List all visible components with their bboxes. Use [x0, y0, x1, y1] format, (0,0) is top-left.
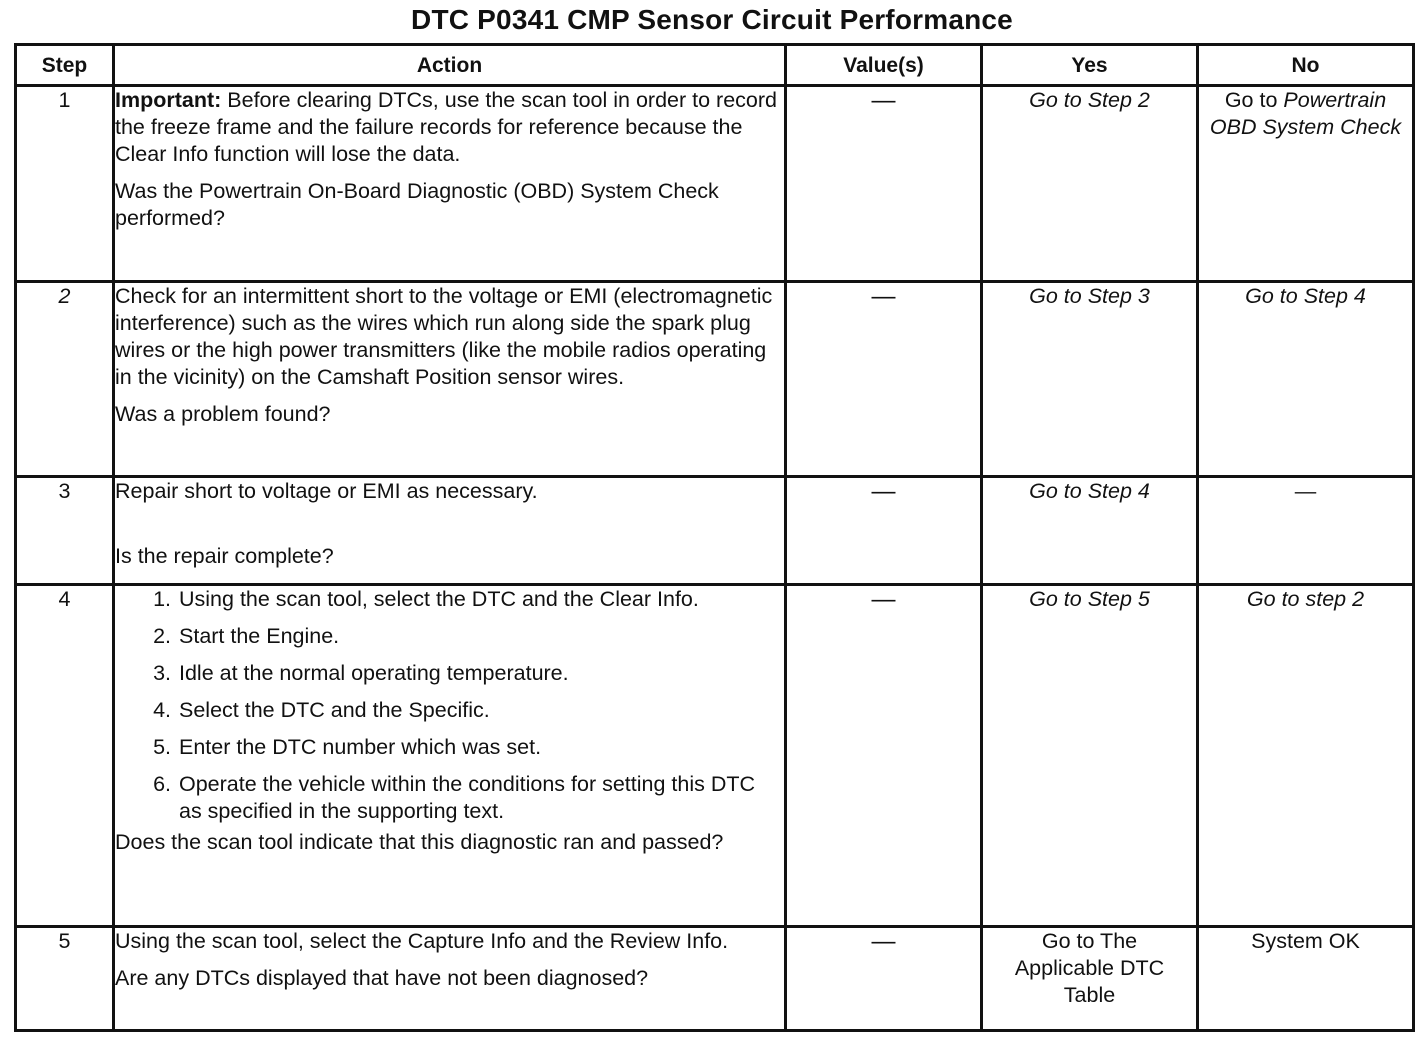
page-title: DTC P0341 CMP Sensor Circuit Performance: [411, 4, 1013, 35]
question-text: Was a problem found?: [115, 402, 331, 426]
list-number: 2.: [153, 624, 171, 648]
value-cell: [786, 927, 982, 1031]
list-text: Enter the DTC number which was set.: [179, 735, 542, 759]
table-row: [16, 86, 1414, 282]
action-cell: [114, 282, 786, 477]
question-text: Are any DTCs displayed that have not been diagnosed?: [115, 966, 649, 990]
no-cell: [1198, 86, 1414, 282]
value-cell: [786, 477, 982, 585]
value-cell: [786, 585, 982, 927]
no-cell: Go to step 2: [1198, 585, 1414, 927]
action-cell: [114, 477, 786, 585]
header-yes: Yes: [982, 45, 1198, 86]
list-item: [153, 734, 784, 761]
header-values: Value(s): [786, 45, 982, 86]
action-text: Repair short to voltage or EMI as necessary.: [115, 479, 538, 503]
step-number: 3: [16, 477, 114, 585]
step-number: 4: [16, 585, 114, 927]
value-dash: —: [871, 478, 896, 505]
important-text: Before clearing DTCs, use the scan tool in order to record the freeze frame and the failure records for reference because the Clear Info function will lose the data.: [115, 88, 777, 166]
value-cell: [786, 86, 982, 282]
question-text: Was the Powertrain On-Board Diagnostic (OBD) System Check performed?: [115, 179, 719, 230]
action-cell: [114, 585, 786, 927]
list-text: Operate the vehicle within the conditions for setting this DTC as specified in the supporting text.: [179, 772, 756, 823]
list-text: Using the scan tool, select the DTC and the Clear Info.: [179, 587, 699, 611]
action-text: Check for an intermittent short to the voltage or EMI (electromagnetic interference) such as the wires which run along side the spark plug wires or the high power transmitters (like the mobile radios operating in the vicinity) on the Camshaft Position sensor wires.: [115, 284, 773, 389]
list-item: [153, 660, 784, 687]
question-text: Does the scan tool indicate that this diagnostic ran and passed?: [115, 830, 724, 854]
no-cell: Go to Step 4: [1198, 282, 1414, 477]
list-item: [153, 771, 784, 825]
list-number: 3.: [153, 661, 171, 685]
yes-cell: Go to The Applicable DTC Table: [982, 927, 1198, 1031]
yes-cell: Go to Step 2: [982, 86, 1198, 282]
table-row: [16, 927, 1414, 1031]
list-number: 5.: [153, 735, 171, 759]
table-row: [16, 282, 1414, 477]
value-cell: [786, 282, 982, 477]
header-action: Action: [114, 45, 786, 86]
table-row: [16, 585, 1414, 927]
important-note: [115, 87, 784, 168]
diagnostic-table: [14, 43, 1415, 1032]
step-number: 5: [16, 927, 114, 1031]
value-dash: —: [871, 928, 896, 955]
list-number: 1.: [153, 587, 171, 611]
step-number: 1: [16, 86, 114, 282]
action-cell: [114, 927, 786, 1031]
list-text: Start the Engine.: [179, 624, 340, 648]
table-row: [16, 477, 1414, 585]
yes-cell: Go to Step 3: [982, 282, 1198, 477]
yes-cell: Go to Step 4: [982, 477, 1198, 585]
question-text: Is the repair complete?: [115, 544, 334, 568]
important-label: Important:: [115, 88, 222, 112]
no-link-text: Powertrain OBD System Check: [1209, 88, 1402, 139]
no-cell: —: [1198, 477, 1414, 585]
list-item: [153, 586, 784, 613]
yes-cell: Go to Step 5: [982, 585, 1198, 927]
no-prefix: Go to: [1224, 88, 1284, 112]
action-cell: [114, 86, 786, 282]
list-number: 4.: [153, 698, 171, 722]
procedure-list: [115, 586, 784, 825]
list-text: Select the DTC and the Specific.: [179, 698, 490, 722]
list-text: Idle at the normal operating temperature.: [179, 661, 569, 685]
action-text: Using the scan tool, select the Capture Info and the Review Info.: [115, 929, 729, 953]
header-row: [16, 45, 1414, 86]
no-cell: System OK: [1198, 927, 1414, 1031]
header-no: No: [1198, 45, 1414, 86]
step-number: 2: [16, 282, 114, 477]
list-item: [153, 697, 784, 724]
list-number: 6.: [153, 772, 171, 796]
value-dash: —: [871, 87, 896, 114]
value-dash: —: [871, 283, 896, 310]
value-dash: —: [871, 586, 896, 613]
list-item: [153, 623, 784, 650]
header-step: Step: [16, 45, 114, 86]
